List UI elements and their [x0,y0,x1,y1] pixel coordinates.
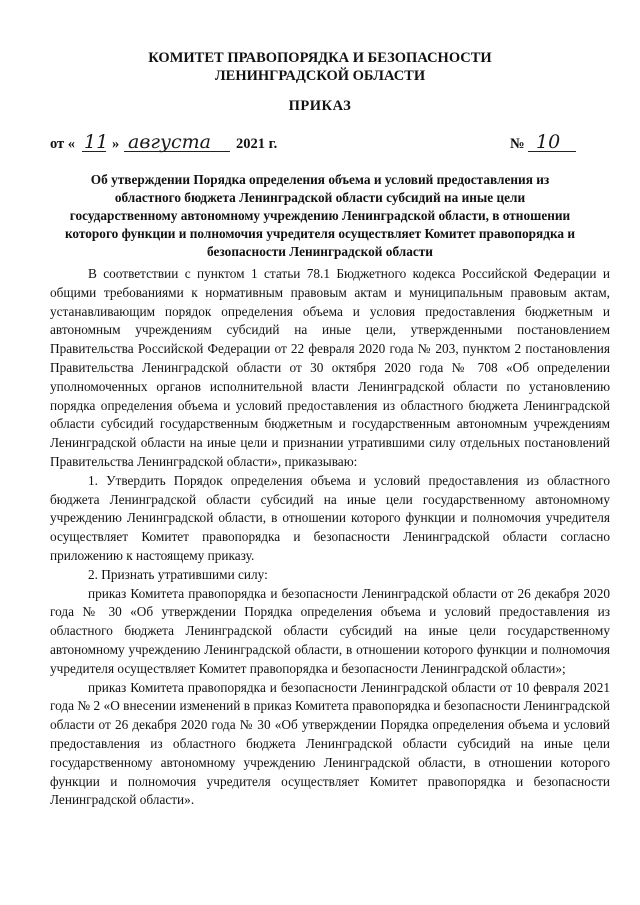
repealed-order-1: приказ Комитета правопорядка и безопасности Ленинградской области от 26 декабря 2020 года № 30 «Об утверждении Порядка определения объема и условий предоставления из областного бюджета Ленинградской области субсидий на иные цели государственному автономному учреждению Ленинградской области, в отношении которого функции и полномочия учредителя осуществляет Комитет правопорядка и безопасности Ленинградской области»; [50,585,610,676]
date-month-handwritten: августа [128,131,211,153]
date-year: 2021 г. [236,136,278,152]
day-underline [82,151,106,152]
date-day-handwritten: 11 [84,131,109,153]
repealed-order-2: приказ Комитета правопорядка и безопасности Ленинградской области от 10 февраля 2021 года № 2 «О внесении изменений в приказ Комитета правопорядка и безопасности Ленинградской области от 26 декабря 2020 года № 30 «Об утверждении Порядка определения объема и условий предоставления из областного бюджета Ленинградской области субсидий на иные цели государственному автономному учреждению Ленинградской области, в отношении которого функции и полномочия учредителя осуществляет Комитет правопорядка и безопасности Ленинградской области». [50,679,610,808]
date-prefix: от « [50,136,76,152]
order-body [50,265,610,810]
clause-2: 2. Признать утратившими силу: [88,566,268,582]
document-type: ПРИКАЗ [288,98,352,114]
order-title: Об утверждении Порядка определения объема и условий предоставления из областного бюджета Ленинградской области субсидий на иные цели государственному автономному учреждению Ленинградской области, в отношении которого функции и полномочия учредителя осуществляет Комитет правопорядка и безопасности Ленинградской области [64,172,576,259]
org-line-2: ЛЕНИНГРАДСКОЙ ОБЛАСТИ [214,68,426,84]
number-label: № [510,136,525,152]
order-number-handwritten: 10 [536,131,561,153]
date-close-quote: » [112,136,120,152]
number-underline [528,151,576,152]
organization-header [0,49,640,85]
clause-1: 1. Утвердить Порядок определения объема и условий предоставления из областного бюджета Ленинградской области субсидий на иные цели государственному автономному учреждению Ленинградской области, в отношении которого функции и полномочия учредителя осуществляет Комитет правопорядка и безопасности Ленинградской области согласно приложению к настоящему приказу. [50,472,610,563]
preamble-paragraph: В соответствии с пунктом 1 статьи 78.1 Бюджетного кодекса Российской Федерации и общими требованиями к нормативным правовым актам и муниципальным правовым актам, устанавливающим порядок определения объема и условия предоставления бюджетным и автономным учреждениям субсидий на иные цели, утвержденными постановлением Правительства Российской Федерации от 22 февраля 2020 года № 203, пунктом 2 постановления Правительства Ленинградской области от 30 октября 2020 года № 708 «Об определении уполномоченных органов исполнительной власти Ленинградской области по установлению порядка определения объема и условий предоставления из областного бюджета Ленинградской области субсидий государственным бюджетным и государственным автономным учреждениям Ленинградской области на иные цели и признании утратившими силу отдельных постановлений Правительства Ленинградской области», приказываю: [50,266,610,469]
date-number-line [50,131,590,156]
month-underline [124,151,230,152]
org-line-1: КОМИТЕТ ПРАВОПОРЯДКА И БЕЗОПАСНОСТИ [148,50,492,66]
